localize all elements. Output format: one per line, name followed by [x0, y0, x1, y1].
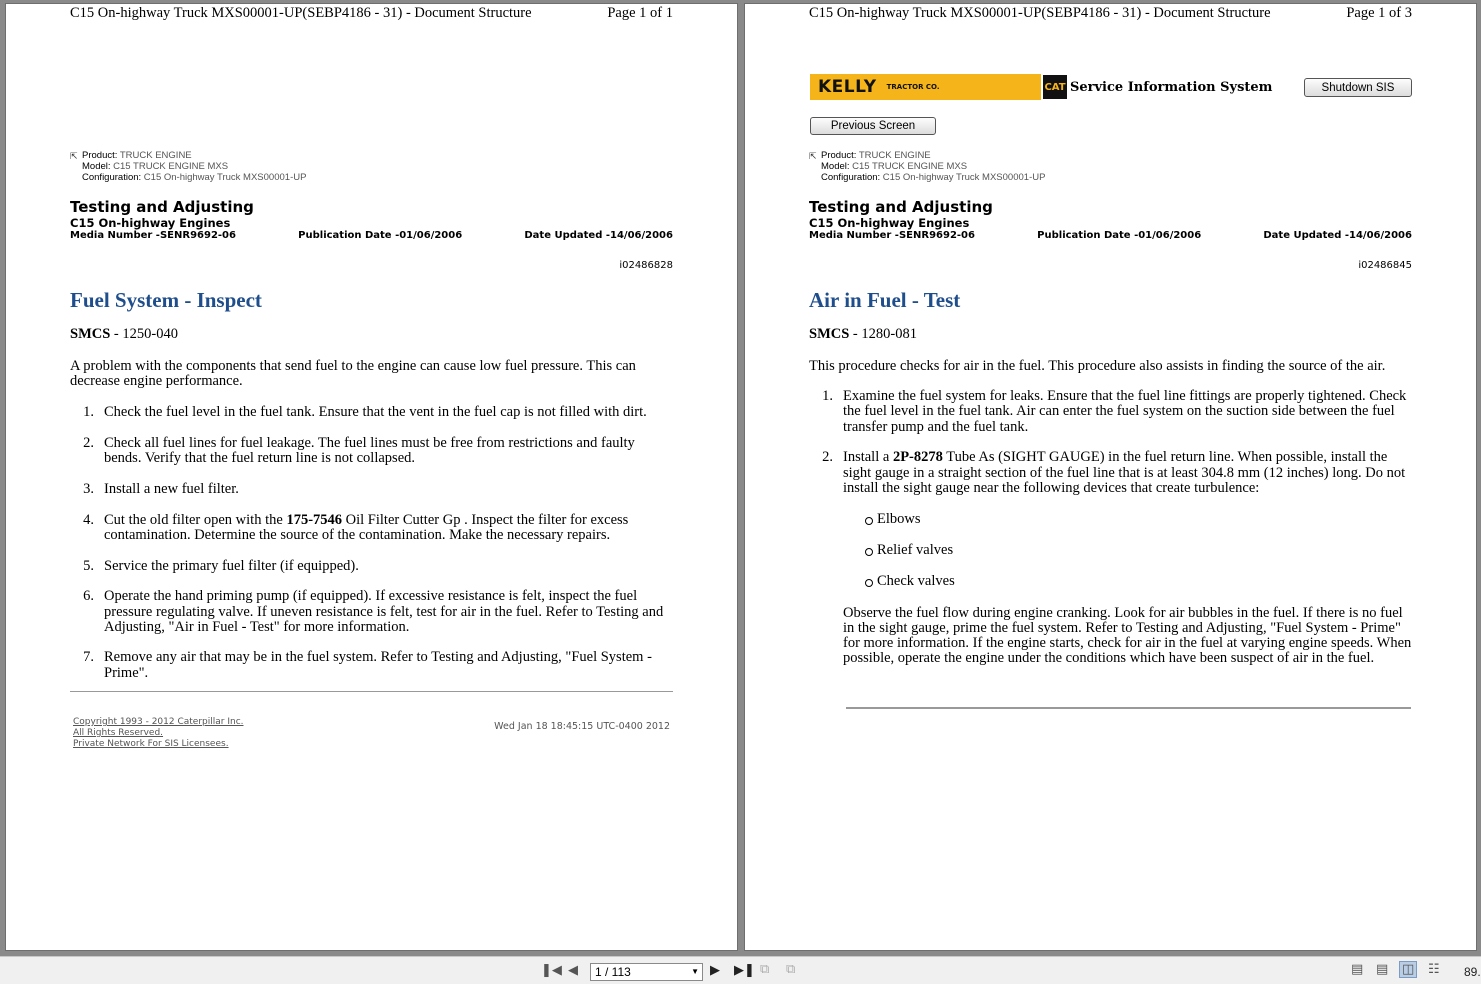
- steps-list: [70, 405, 673, 680]
- document-title: Air in Fuel - Test: [809, 288, 961, 312]
- viewer-toolbar: [0, 956, 1481, 984]
- document-title: Fuel System - Inspect: [70, 288, 262, 312]
- manual-info: [70, 198, 673, 271]
- page-header: [809, 5, 1412, 22]
- kelly-logo: KELLY TRACTOR CO.: [810, 74, 1041, 100]
- list-item: 2. Install a 2P-8278 Tube As (SIGHT GAUGE) in the fuel return line. When possible, install the sight gauge in a straight section of the fuel line that is at least 304.8 mm (12 inches) long. Do not install the sight gauge near the following devices that create turbulence: Elbows Relief valves Check valves Observe the fuel flow during engine cranking. Look for air bubbles in the fuel. If there is no fuel in the sight gauge, prime the fuel system. Refer to Testing and Adjusting, "Fuel System - Prime" for more information. If the engine starts, check for air in the fuel at varying engine speeds. When possible, operate the engine under the conditions which have been suspect of air in the fuel.: [822, 449, 1412, 667]
- last-page-icon[interactable]: ▶❚: [734, 963, 755, 978]
- two-page-continuous-view-icon[interactable]: ☷: [1428, 962, 1440, 977]
- page-number-input[interactable]: 1 / 113 ▼: [590, 963, 703, 981]
- list-item: Elbows: [863, 512, 1412, 527]
- sis-title: Service Information System: [1070, 79, 1273, 95]
- smcs-code: SMCS - 1250-040: [70, 326, 178, 342]
- list-item: 2. Check all fuel lines for fuel leakage. The fuel lines must be free from restrictions and faulty bends. Verify that the fuel return line is not collapsed.: [83, 435, 635, 467]
- copyright-link[interactable]: Copyright 1993 - 2012 Caterpillar Inc.: [73, 717, 244, 727]
- previous-screen-button[interactable]: Previous Screen: [810, 117, 936, 135]
- document-body: [809, 359, 1412, 682]
- zoom-level[interactable]: 89.: [1464, 965, 1481, 979]
- list-item: Check valves: [863, 574, 1412, 589]
- chevron-down-icon[interactable]: ▼: [691, 967, 699, 976]
- private-network-link[interactable]: Private Network For SIS Licensees.: [73, 739, 229, 749]
- list-item: 7. Remove any air that may be in the fuel system. Refer to Testing and Adjusting, "Fuel System - Prime".: [83, 649, 652, 681]
- collapse-arrow-icon[interactable]: ⇱: [809, 151, 817, 161]
- document-id: i02486845: [1358, 260, 1412, 271]
- list-item: 6. Operate the hand priming pump (if equipped). If excessive resistance is felt, inspect the fuel pressure regulating valve. If uneven resistance is felt, test for air in the fuel. Refer to Testing and Adjusting, "Air in Fuel - Test" for more information.: [83, 588, 664, 635]
- cat-logo: CAT: [1043, 75, 1067, 99]
- list-item: 1. Check the fuel level in the fuel tank. Ensure that the vent in the fuel cap is not filled with dirt.: [83, 404, 647, 421]
- two-page-view-icon[interactable]: ◫: [1399, 961, 1417, 978]
- turbulence-device-list: [863, 512, 1412, 590]
- manual-title: Testing and Adjusting: [809, 198, 993, 216]
- header-page-number: Page 1 of 1: [607, 5, 673, 21]
- manual-info: [809, 198, 1412, 271]
- page-header: [70, 5, 673, 22]
- manual-title: Testing and Adjusting: [70, 198, 254, 216]
- list-item: 1. Examine the fuel system for leaks. Ensure that the fuel line fittings are properly tightened. Check the fuel level in the fuel tank. Air can enter the fuel system on the suction side between the fuel transfer pump and the fuel tank.: [822, 388, 1407, 435]
- observe-paragraph: Observe the fuel flow during engine cranking. Look for air bubbles in the fuel. If there is no fuel in the sight gauge, prime the fuel system. Refer to Testing and Adjusting, "Fuel System - Prime" for more information. If the engine starts, check for air in the fuel at varying engine speeds. When possible, operate the engine under the conditions which have been suspect of air in the fuel.: [843, 604, 1412, 667]
- divider: [846, 707, 1411, 709]
- header-title: C15 On-highway Truck MXS00001-UP(SEBP4186 - 31) - Document Structure: [70, 5, 532, 21]
- list-item: 4. Cut the old filter open with the 175-7546 Oil Filter Cutter Gp . Inspect the filter for excess contamination. Determine the source of the contamination. Make the necessary repairs.: [83, 511, 629, 543]
- collapse-arrow-icon[interactable]: ⇱: [70, 151, 78, 161]
- header-title: C15 On-highway Truck MXS00001-UP(SEBP4186 - 31) - Document Structure: [809, 5, 1271, 21]
- shutdown-sis-button[interactable]: Shutdown SIS: [1304, 78, 1412, 97]
- list-item: 3. Install a new fuel filter.: [83, 481, 239, 498]
- document-body: [70, 359, 673, 696]
- list-item: Relief valves: [863, 543, 1412, 558]
- intro-paragraph: This procedure checks for air in the fuel. This procedure also assists in finding the source of the air.: [809, 358, 1386, 374]
- steps-list: [809, 389, 1412, 666]
- document-page-right: [744, 3, 1477, 951]
- next-page-icon[interactable]: ▶: [710, 963, 720, 978]
- intro-paragraph: A problem with the components that send fuel to the engine can cause low fuel pressure. This can decrease engine performance.: [70, 358, 636, 390]
- part-number: 175-7546: [286, 511, 343, 528]
- part-number: 2P-8278: [892, 449, 943, 466]
- rights-link[interactable]: All Rights Reserved.: [73, 728, 164, 738]
- single-page-view-icon[interactable]: ▤: [1351, 962, 1364, 977]
- breadcrumb: ⇱ Product: TRUCK ENGINE Model: C15 TRUCK ENGINE MXS Configuration: C15 On-highway Truck MXS00001-UP: [70, 150, 307, 183]
- manual-subtitle: C15 On-highway Engines: [809, 216, 970, 230]
- divider: [70, 691, 673, 692]
- next-view-icon[interactable]: ⧉: [786, 962, 796, 977]
- previous-page-icon[interactable]: ◀: [568, 963, 578, 978]
- first-page-icon[interactable]: ❚◀: [541, 963, 562, 978]
- document-page-left: [5, 3, 738, 951]
- document-id: i02486828: [619, 260, 673, 271]
- breadcrumb: ⇱ Product: TRUCK ENGINE Model: C15 TRUCK ENGINE MXS Configuration: C15 On-highway Truck MXS00001-UP: [809, 150, 1046, 183]
- manual-meta: Media Number -SENR9692-06 Publication Date -01/06/2006 Date Updated -14/06/2006: [70, 230, 673, 241]
- continuous-view-icon[interactable]: ▤: [1376, 962, 1389, 977]
- footer-timestamp: Wed Jan 18 18:45:15 UTC-0400 2012: [494, 721, 670, 732]
- header-page-number: Page 1 of 3: [1346, 5, 1412, 21]
- footer-links: [73, 717, 244, 750]
- manual-meta: Media Number -SENR9692-06 Publication Date -01/06/2006 Date Updated -14/06/2006: [809, 230, 1412, 241]
- previous-view-icon[interactable]: ⧉: [760, 962, 770, 977]
- smcs-code: SMCS - 1280-081: [809, 326, 917, 342]
- list-item: 5. Service the primary fuel filter (if equipped).: [83, 557, 359, 574]
- manual-subtitle: C15 On-highway Engines: [70, 216, 231, 230]
